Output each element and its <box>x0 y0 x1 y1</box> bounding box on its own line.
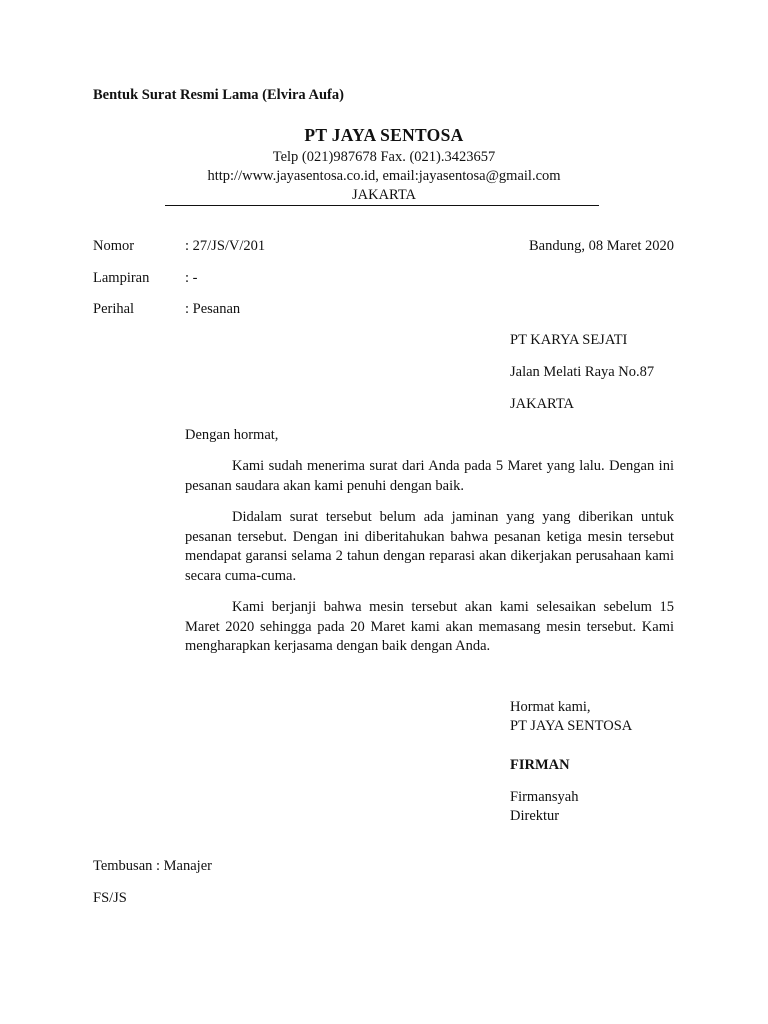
reference-initials: FS/JS <box>93 890 127 906</box>
lampiran-value: : - <box>185 270 198 286</box>
recipient-name: PT KARYA SEJATI <box>510 332 628 348</box>
body-paragraph: Kami berjanji bahwa mesin tersebut akan kami selesaikan sebelum 15 Maret 2020 sehingga pada 20 Maret kami akan memasang mesin tersebut. Kami mengharapkan kerjasama dengan baik dengan Anda. <box>185 599 674 654</box>
nomor-value: : 27/JS/V/201 <box>185 238 266 254</box>
salutation: Dengan hormat, <box>185 427 279 443</box>
lampiran-label: Lampiran <box>93 270 150 286</box>
body-paragraph: Didalam surat tersebut belum ada jaminan yang yang diberikan untuk pesanan tersebut. Dengan ini diberitahukan bahwa pesanan ketiga mesin tersebut mendapat garansi selama 2 tahun dengan reparasi akan dikerjakan perusahaan kami secara cuma-cuma. <box>185 509 674 584</box>
closing-company: PT JAYA SENTOSA <box>510 718 633 734</box>
signer-title: Direktur <box>510 808 560 824</box>
recipient-city: JAKARTA <box>510 396 575 412</box>
letterhead-web-email: http://www.jayasentosa.co.id, email:jayasentosa@gmail.com <box>207 168 561 184</box>
perihal-value: : Pesanan <box>185 301 241 317</box>
body-paragraph: Kami sudah menerima surat dari Anda pada 5 Maret yang lalu. Dengan ini pesanan saudara akan kami penuhi dengan baik. <box>185 458 674 494</box>
letterhead-phone: Telp (021)987678 Fax. (021).3423657 <box>272 149 496 165</box>
letterhead-city: JAKARTA <box>351 187 417 203</box>
place-date: Bandung, 08 Maret 2020 <box>529 238 674 254</box>
signature: FIRMAN <box>510 757 570 773</box>
tembusan: Tembusan : Manajer <box>93 858 212 874</box>
letterhead-divider <box>165 205 599 206</box>
perihal-label: Perihal <box>93 301 135 317</box>
document-title: Bentuk Surat Resmi Lama (Elvira Aufa) <box>93 87 344 103</box>
letterhead-company: PT JAYA SENTOSA <box>304 125 464 145</box>
closing-greeting: Hormat kami, <box>510 699 591 715</box>
nomor-label: Nomor <box>93 238 135 254</box>
signer-name: Firmansyah <box>510 789 579 805</box>
recipient-address: Jalan Melati Raya No.87 <box>510 364 655 380</box>
